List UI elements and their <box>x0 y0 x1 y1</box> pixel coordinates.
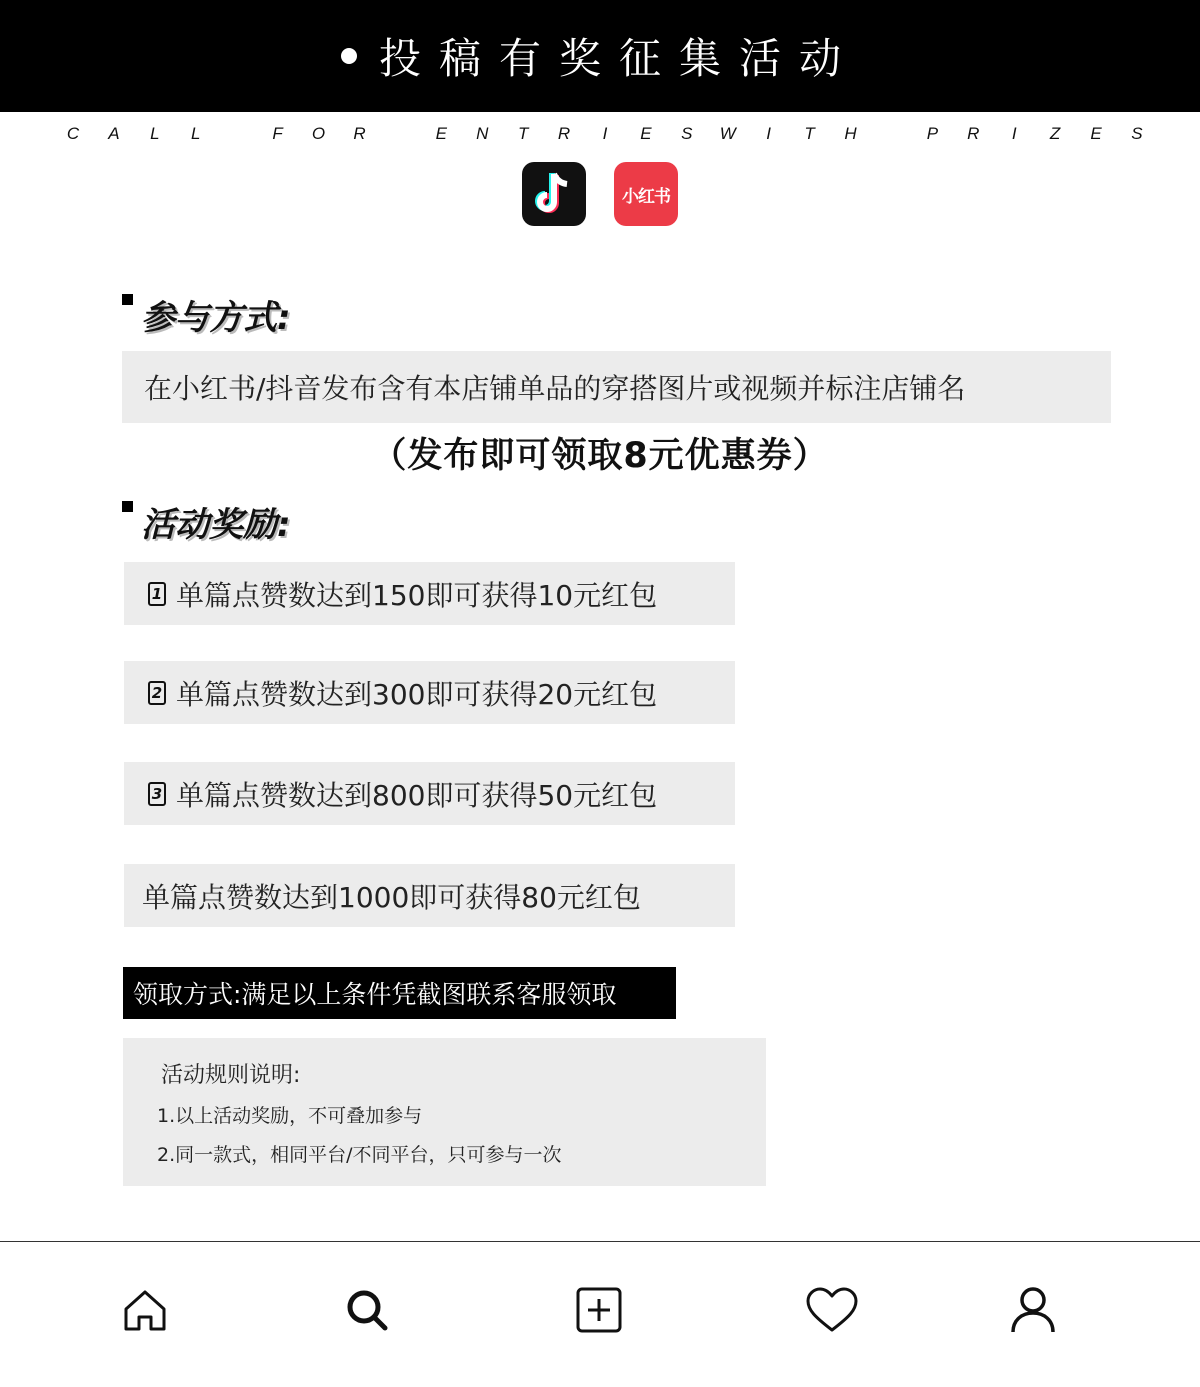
reward-item <box>124 864 735 927</box>
bullet-dot-icon <box>341 48 357 64</box>
claim-method-banner: 领取方式:满足以上条件凭截图联系客服领取 <box>123 967 676 1019</box>
rewards-heading <box>122 497 291 546</box>
subtitle-letter: R <box>353 124 366 143</box>
search-icon <box>344 1287 390 1333</box>
subtitle-letter <box>387 124 413 144</box>
rule-item: 2.同一款式，相同平台/不同平台，只可参与一次 <box>157 1144 562 1166</box>
tiktok-logo-icon[interactable] <box>522 162 586 226</box>
rewards-heading-text: 活动奖励: <box>141 505 291 545</box>
subtitle-letter: I <box>602 124 608 143</box>
tab-search[interactable] <box>337 1280 397 1340</box>
xiaohongshu-logo-icon[interactable] <box>614 162 678 226</box>
subtitle-letter: T <box>804 124 815 143</box>
number-badge-icon: 1 <box>148 582 166 606</box>
subtitle-letter: I <box>766 124 772 143</box>
subtitle-letter <box>878 124 904 144</box>
tab-like[interactable] <box>802 1280 862 1340</box>
subtitle-letter: L <box>150 124 160 143</box>
subtitle-letter: S <box>1131 124 1143 143</box>
subtitle-letter: A <box>108 124 120 143</box>
tabbar-divider <box>0 1241 1200 1242</box>
page-title: 投稿有奖征集活动 <box>378 34 859 83</box>
reward-text: 单篇点赞数达到1000即可获得80元红包 <box>142 880 641 914</box>
heading-square-icon <box>122 294 133 305</box>
user-icon <box>1009 1286 1057 1334</box>
reward-text: 单篇点赞数达到150即可获得10元红包 <box>176 578 658 612</box>
subtitle-letter: R <box>967 124 980 143</box>
xiaohongshu-logo-text: 小红书 <box>622 186 670 207</box>
subtitle-letter: E <box>435 124 447 143</box>
subtitle-letter: F <box>272 124 283 143</box>
subtitle-letter: T <box>517 124 529 143</box>
header-banner <box>0 0 1200 112</box>
tab-add[interactable] <box>569 1280 629 1340</box>
reward-item <box>124 562 735 625</box>
heart-icon <box>805 1286 859 1334</box>
number-badge-icon: 3 <box>148 782 166 806</box>
participation-heading <box>122 290 291 339</box>
platform-logos <box>0 162 1200 226</box>
subtitle-letter: I <box>1011 124 1017 143</box>
tab-profile[interactable] <box>1003 1280 1063 1340</box>
reward-text: 单篇点赞数达到800即可获得50元红包 <box>176 778 658 812</box>
subtitle-english <box>60 124 1150 144</box>
tab-home[interactable] <box>115 1280 175 1340</box>
add-post-icon <box>575 1286 623 1334</box>
subtitle-letter: N <box>476 124 489 143</box>
subtitle-letter: H <box>844 124 857 143</box>
subtitle-letter: C <box>66 124 80 143</box>
heading-square-icon <box>122 501 133 512</box>
subtitle-letter: O <box>311 124 326 143</box>
subtitle-letter <box>224 124 250 144</box>
subtitle-letter: E <box>640 124 652 143</box>
reward-item <box>124 661 735 724</box>
reward-item <box>124 762 735 825</box>
bottom-tabbar <box>0 1280 1200 1340</box>
subtitle-letter: Z <box>1049 124 1061 143</box>
participation-heading-text: 参与方式: <box>141 298 291 338</box>
number-badge-icon: 2 <box>148 681 166 705</box>
rules-panel <box>123 1038 766 1186</box>
subtitle-letter: W <box>719 124 736 143</box>
reward-text: 单篇点赞数达到300即可获得20元红包 <box>176 677 658 711</box>
coupon-note: （发布即可领取8元优惠券） <box>371 436 829 476</box>
rules-title: 活动规则说明: <box>161 1063 301 1088</box>
subtitle-letter: E <box>1090 124 1102 143</box>
subtitle-letter: R <box>557 124 571 143</box>
participation-description: 在小红书/抖音发布含有本店铺单品的穿搭图片或视频并标注店铺名 <box>122 351 1111 423</box>
subtitle-letter: L <box>191 124 201 143</box>
subtitle-letter: P <box>926 124 939 143</box>
subtitle-letter: S <box>681 124 693 143</box>
rule-item: 1.以上活动奖励，不可叠加参与 <box>157 1105 423 1127</box>
home-icon <box>122 1287 168 1333</box>
